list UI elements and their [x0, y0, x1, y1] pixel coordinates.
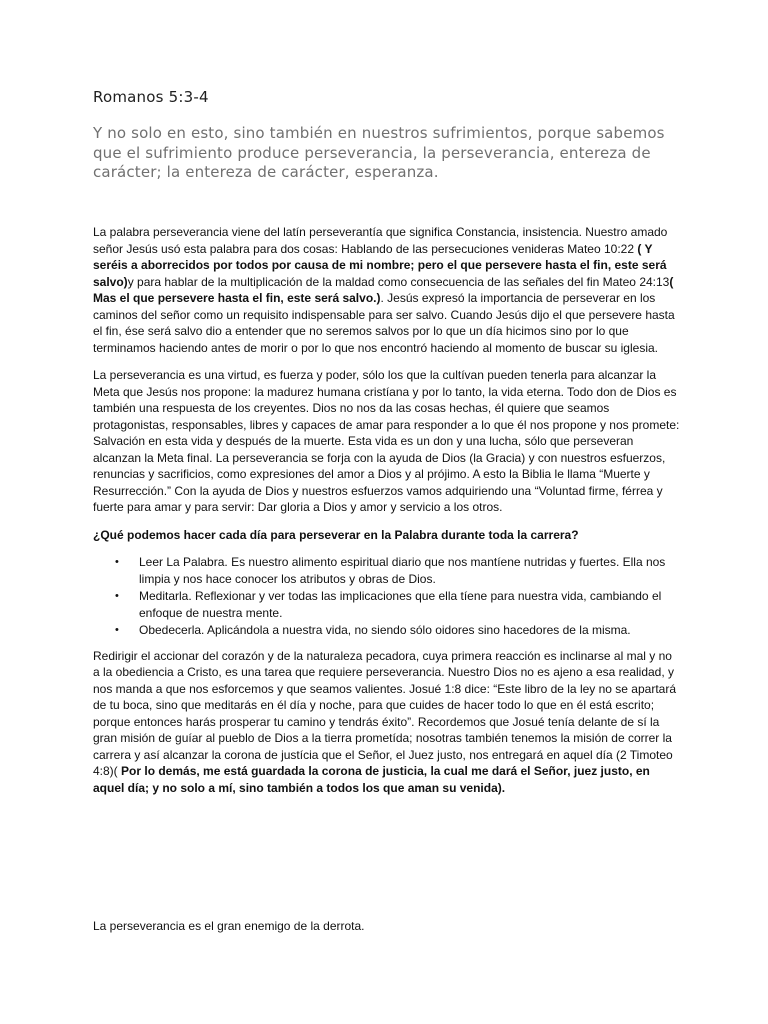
bullet-icon: •	[115, 556, 119, 568]
bullet-list	[93, 554, 681, 639]
question-heading: ¿Qué podemos hacer cada día para perseverar en la Palabra durante toda la carrera?	[93, 527, 579, 542]
verse-text: Y no solo en esto, sino también en nuestros sufrimientos, porque sabemos que el sufrimiento produce perseverancia, la perseverancia, entereza de carácter; la entereza de carácter, esperanza.	[93, 124, 665, 181]
list-item	[115, 622, 681, 639]
list-item-text: Meditarla. Reflexionar y ver todas las implicaciones que ella tíene para nuestra vida, cambiando el enfoque de nuestra mente.	[139, 589, 662, 620]
list-item	[115, 588, 681, 621]
paragraph-1-text-a: La palabra perseverancia viene del latín perseverantía que significa Constancia, insistencia. Nuestro amado señor Jesús usó esta palabra para dos cosas: Hablando de las persecuciones venideras Mateo 10:22	[93, 225, 668, 256]
bullet-icon: •	[115, 624, 119, 636]
list-item-text: Leer La Palabra. Es nuestro alimento espiritual diario que nos mantíene nutridas y fuertes. Ella nos limpia y nos hace conocer los atributos y obras de Dios.	[139, 555, 666, 586]
paragraph-1-quote-mateo-10-22: ( Y seréis a aborrecidos por todos por causa de mi nombre; pero el que persevere hasta el fin, este será salvo)	[93, 241, 667, 289]
verse-reference: Romanos 5:3-4	[93, 88, 209, 106]
paragraph-1-text-c: y para hablar de la multiplicación de la maldad como consecuencia de las señales del fin Mateo 24:13	[127, 274, 670, 289]
bullet-icon: •	[115, 590, 119, 602]
list-item	[115, 554, 681, 587]
closing-statement: La perseverancia es el gran enemigo de la derrota.	[93, 919, 365, 933]
paragraph-1-quote-mateo-24-13: ( Mas el que persevere hasta el fin, este será salvo.)	[93, 274, 674, 305]
paragraph-3-text-a: Redirigir el accionar del corazón y de la naturaleza pecadora, cuya primera reacción es inclinarse al mal y no a la obediencia a Cristo, es una tarea que requiere perseverancia. Nuestro Dios no es ajeno a esa realidad, y nos manda a que nos esforcemos y que seamos valientes. Josué 1:8 dice: “Este libro de la ley no se apartará de tu boca, sino que meditarás en él día y noche, para que cuides de hacer todo lo que en él está escrito; porque entonces harás prosperar tu camino y tendrás éxito”. Recordemos que Josué tenía delante de sí la gran misión de guíar al pueblo de Dios a la tierra prometída; nosotras también tenemos la misión de correr la carrera y así alcanzar la corona de justícia que el Señor, el Juez justo, nos entregará en aquel día (2 Timoteo 4:8)(	[93, 648, 676, 778]
paragraph-2: La perseverancia es una virtud, es fuerza y poder, sólo los que la cultívan pueden tenerla para alcanzar la Meta que Jesús nos propone: la madurez humana cristíana y por lo tanto, la vida eterna. Todo don de Dios es también una respuesta de los creyentes. Dios no nos da las cosas hechas, él quiere que seamos protagonistas, responsables, libres y capaces de amar para responder a lo que él nos propone y nos promete: Salvación en esta vida y después de la muerte. Esta vida es un don y una lucha, sólo que perseveran alcanzan la Meta final. La perseverancia se forja con la ayuda de Dios (la Gracia) y con nuestros esfuerzos, renuncias y sacrificios, como expresiones del amor a Dios y al prójimo. A esto la Biblia le llama “Muerte y Resurrección.” Con la ayuda de Dios y nuestros esfuerzos vamos adquiriendo una “Voluntad firme, férrea y fuerte para amar y para servir: Dar gloria a Dios y amor y servicio a los otros.	[93, 368, 680, 514]
paragraph-1-text-e: . Jesús expresó la importancia de perseverar en los caminos del señor como un requisito indispensable para ser salvo. Cuando Jesús dijo el que persevere hasta el fin, ése será salvo dio a entender que no seremos salvos por lo que un día hicimos sino por lo que terminamos haciendo antes de morir o por lo que nos encontró haciendo al momento de buscar su iglesia.	[93, 291, 675, 355]
paragraph-3	[93, 648, 681, 797]
paragraph-3-quote-2-timoteo: Por lo demás, me está guardada la corona de justicia, la cual me dará el Señor, juez justo, en aquel día; y no solo a mí, sino también a todos los que aman su venida).	[93, 764, 650, 795]
paragraph-1	[93, 224, 681, 356]
document-body	[93, 224, 681, 807]
list-item-text: Obedecerla. Aplicándola a nuestra vida, no siendo sólo oidores sino hacedores de la misma.	[139, 623, 631, 637]
